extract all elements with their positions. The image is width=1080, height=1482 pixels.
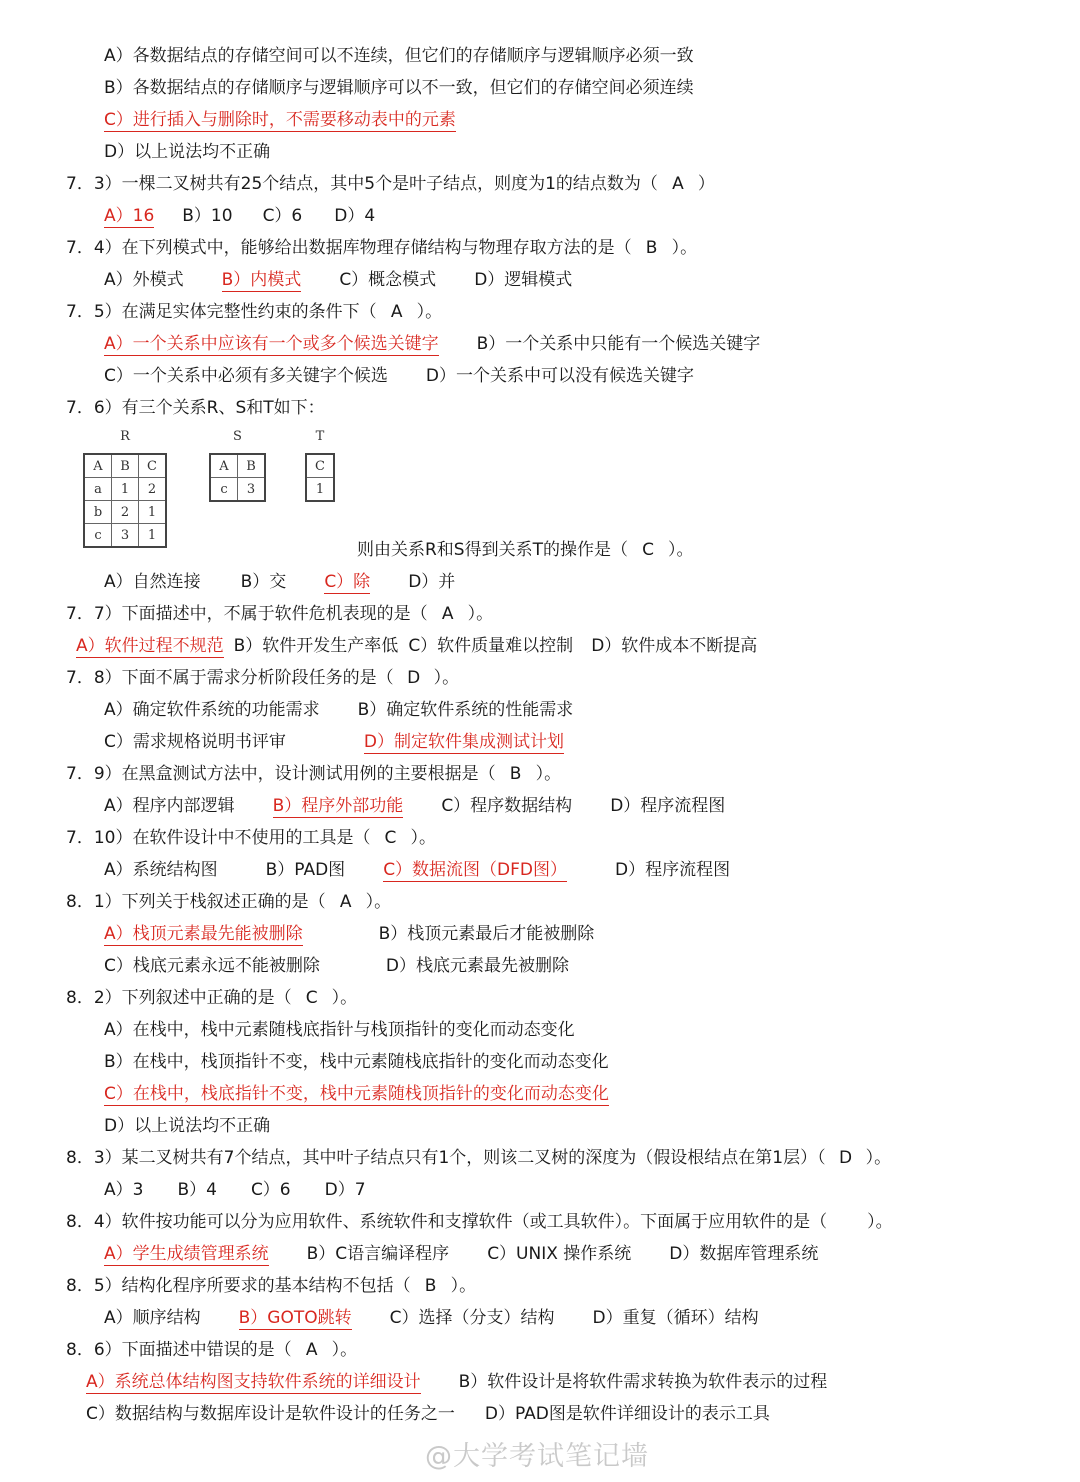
watermark-text: @大学考试笔记墙 [425, 1441, 649, 1472]
relation-r-table: R A B C a 1 2 b 2 1 c 3 1 [83, 453, 167, 548]
options-7-8-row2: C）需求规格说明书评审 D）制定软件集成测试计划 [104, 732, 564, 752]
question-7-8: 7．8）下面不属于需求分析阶段任务的是（ D ）。 [66, 668, 460, 688]
correct-answer: A）16 [104, 206, 155, 226]
option-line: A）在栈中，栈中元素随栈底指针与栈顶指针的变化而动态变化 [104, 1020, 575, 1040]
option-line: D）以上说法均不正确 [104, 142, 271, 162]
option-line: B）各数据结点的存储顺序与逻辑顺序可以不一致，但它们的存储空间必须连续 [104, 78, 694, 98]
correct-answer: C）数据流图（DFD图） [383, 860, 568, 880]
relation-t-table: T C 1 [305, 453, 335, 502]
relation-s-table: S A B c 3 [209, 453, 266, 502]
question-8-2: 8．2）下列叙述中正确的是（ C ）。 [66, 988, 358, 1008]
options-7-4: A）外模式 B）内模式 C）概念模式 D）逻辑模式 [104, 270, 573, 290]
options-7-5-row2: C）一个关系中必须有多关键字个候选 D）一个关系中可以没有候选关键字 [104, 366, 694, 386]
correct-answer: C）除 [324, 572, 371, 592]
option-line [104, 1082, 609, 1106]
question-7-5: 7．5）在满足实体完整性约束的条件下（ A ）。 [66, 302, 443, 322]
correct-answer: D）制定软件集成测试计划 [363, 732, 564, 752]
option-line: A）各数据结点的存储空间可以不连续，但它们的存储顺序与逻辑顺序必须一致 [104, 46, 694, 66]
options-7-7: A）软件过程不规范 B）软件开发生产率低 C）软件质量难以控制 D）软件成本不断提高 [76, 636, 758, 656]
question-7-10: 7．10）在软件设计中不使用的工具是（ C ）。 [66, 828, 436, 848]
correct-answer: A）软件过程不规范 [76, 636, 224, 656]
question-8-4: 8．4）软件按功能可以分为应用软件、系统软件和支撑软件（或工具软件）。下面属于应用软件的是（ ）。 [66, 1212, 893, 1232]
options-7-9: A）程序内部逻辑 B）程序外部功能 C）程序数据结构 D）程序流程图 [104, 796, 726, 816]
question-7-6-tail: 则由关系R和S得到关系T的操作是（ C ）。 [357, 540, 694, 560]
option-line: B）在栈中，栈顶指针不变，栈中元素随栈底指针的变化而动态变化 [104, 1052, 609, 1072]
correct-answer: C）在栈中，栈底指针不变，栈中元素随栈顶指针的变化而动态变化 [104, 1084, 609, 1104]
question-8-1: 8．1）下列关于栈叙述正确的是（ A ）。 [66, 892, 392, 912]
correct-answer: A）一个关系中应该有一个或多个候选关键字 [104, 334, 439, 354]
question-7-7: 7．7）下面描述中，不属于软件危机表现的是（ A ）。 [66, 604, 494, 624]
options-7-8-row1: A）确定软件系统的功能需求 B）确定软件系统的性能需求 [104, 700, 574, 720]
question-7-9: 7．9）在黑盒测试方法中，设计测试用例的主要根据是（ B ）。 [66, 764, 562, 784]
options-8-5: A）顺序结构 B）GOTO跳转 C）选择（分支）结构 D）重复（循环）结构 [104, 1308, 759, 1328]
option-line [104, 108, 456, 132]
options-8-1-row1: A）栈顶元素最先能被删除 B）栈顶元素最后才能被删除 [104, 924, 595, 944]
options-8-3: A）3 B）4 C）6 D）7 [104, 1180, 366, 1200]
question-8-5: 8．5）结构化程序所要求的基本结构不包括（ B ）。 [66, 1276, 477, 1296]
option-line: D）以上说法均不正确 [104, 1116, 271, 1136]
options-8-4: A）学生成绩管理系统 B）C语言编译程序 C）UNIX 操作系统 D）数据库管理系统 [104, 1244, 819, 1264]
options-7-5-row1: A）一个关系中应该有一个或多个候选关键字 B）一个关系中只能有一个候选关键字 [104, 334, 761, 354]
options-8-1-row2: C）栈底元素永远不能被删除 D）栈底元素最先被删除 [104, 956, 569, 976]
correct-answer: B）程序外部功能 [272, 796, 404, 816]
correct-answer: A）栈顶元素最先能被删除 [104, 924, 303, 944]
correct-answer: A）系统总体结构图支持软件系统的详细设计 [86, 1372, 421, 1392]
question-7-4: 7．4）在下列模式中，能够给出数据库物理存储结构与物理存取方法的是（ B ）。 [66, 238, 698, 258]
options-7-6: A）自然连接 B）交 C）除 D）并 [104, 572, 456, 592]
options-7-3: A）16 B）10 C）6 D）4 [104, 206, 376, 226]
question-8-3: 8．3）某二叉树共有7个结点，其中叶子结点只有1个，则该二叉树的深度为（假设根结点在第1层）（ D ）。 [66, 1148, 892, 1168]
correct-answer: C）进行插入与删除时，不需要移动表中的元素 [104, 110, 456, 130]
options-7-10: A）系统结构图 B）PAD图 C）数据流图（DFD图） D）程序流程图 [104, 860, 731, 880]
options-8-6-row1: A）系统总体结构图支持软件系统的详细设计 B）软件设计是将软件需求转换为软件表示的过程 [86, 1372, 828, 1392]
question-7-6: 7．6）有三个关系R、S和T如下： [66, 398, 325, 418]
correct-answer: B）GOTO跳转 [238, 1308, 352, 1328]
question-7-3: 7．3）一棵二叉树共有25个结点，其中5个是叶子结点，则度为1的结点数为（ A ） [66, 174, 715, 194]
correct-answer: A）学生成绩管理系统 [104, 1244, 269, 1264]
options-8-6-row2: C）数据结构与数据库设计是软件设计的任务之一 D）PAD图是软件详细设计的表示工具 [86, 1404, 770, 1424]
correct-answer: B）内模式 [221, 270, 302, 290]
question-8-6: 8．6）下面描述中错误的是（ A ）。 [66, 1340, 358, 1360]
